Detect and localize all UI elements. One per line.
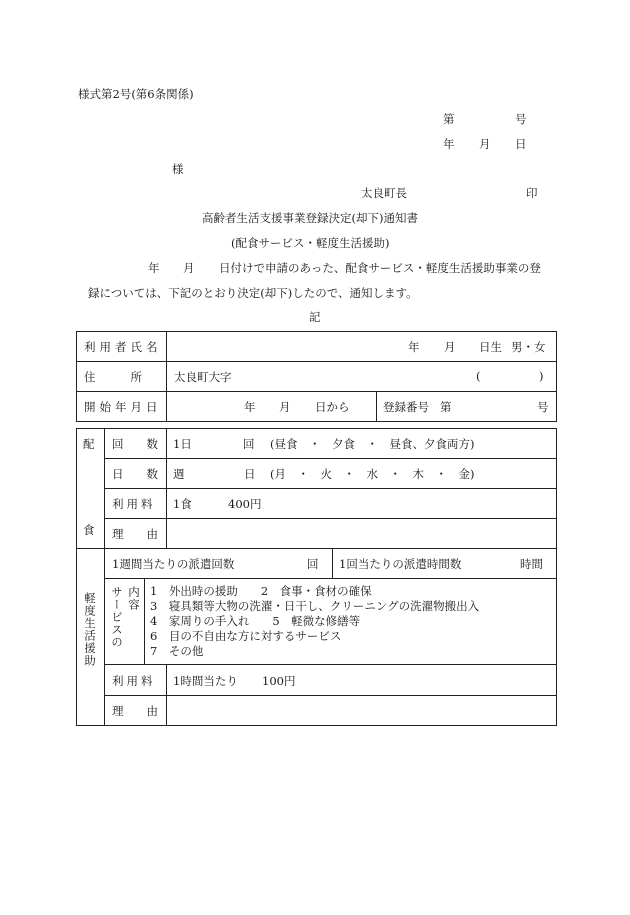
meal-section-label-top: 配 (83, 437, 95, 451)
issuer-name: 太良町長 (361, 186, 407, 200)
date-month: 月 (479, 137, 491, 151)
birth-day: 日生 (479, 340, 502, 354)
start-month: 月 (279, 400, 291, 414)
meal-section-label-bottom: 食 (83, 523, 95, 537)
registration-label: 登録番号 (383, 400, 429, 414)
start-date-label: 開始年月日 (84, 400, 162, 414)
date-day: 日 (515, 137, 527, 151)
meal-reason-label: 理 由 (112, 527, 158, 541)
meal-days-label: 日 数 (112, 467, 158, 481)
number-suffix: 号 (515, 112, 527, 126)
body-year: 年 (148, 261, 160, 275)
recipient-suffix: 様 (172, 162, 184, 176)
meal-count-options: (昼食 ・ 夕食 ・ 昼食、夕食両方) (270, 437, 475, 451)
seal-mark: 印 (526, 186, 538, 200)
meal-count-unit: 回 (243, 437, 255, 451)
service-item-5: 7 その他 (150, 644, 204, 658)
gender-options: 男・女 (511, 340, 546, 354)
meal-count-label: 回 数 (112, 437, 158, 451)
meal-count-prefix: 1日 (173, 437, 192, 451)
meal-days-unit: 日 (244, 467, 256, 481)
dispatch-hours-label: 1回当たりの派遣時間数 (339, 557, 462, 571)
address-paren-open: ( (476, 369, 481, 383)
service-item-2: 3 寝具類等大物の洗濯・日干し、クリーニングの洗濯物搬出入 (150, 599, 480, 613)
address-paren-close: ) (539, 369, 544, 383)
service-label-b: 内容 (127, 586, 141, 611)
body-line2: 録については、下記のとおり決定(却下)したので、通知します。 (88, 286, 418, 300)
registration-suffix: 号 (537, 400, 549, 414)
support-fee-value: 1時間当たり (173, 674, 238, 688)
body-line1: 日付けで申請のあった、配食サービス・軽度生活援助事業の登 (219, 261, 541, 275)
date-year: 年 (443, 137, 455, 151)
meal-days-options: (月 ・ 火 ・ 水 ・ 木 ・ 金) (270, 467, 475, 481)
support-reason-label: 理 由 (112, 704, 158, 718)
meal-fee-label: 利用料 (112, 497, 156, 511)
registration-prefix: 第 (440, 400, 452, 414)
birth-month: 月 (444, 340, 456, 354)
weekly-dispatch-label: 1週間当たりの派遣回数 (112, 557, 235, 571)
birth-year: 年 (408, 340, 420, 354)
dispatch-hours-unit: 時間 (520, 557, 543, 571)
meal-fee-amount: 400円 (228, 497, 262, 511)
support-fee-amount: 100円 (262, 674, 296, 688)
service-item-1: 1 外出時の援助 2 食事・食材の確保 (150, 584, 372, 598)
body-month: 月 (183, 261, 195, 275)
number-prefix: 第 (443, 112, 455, 126)
address-label: 住 所 (84, 370, 146, 384)
weekly-dispatch-unit: 回 (307, 557, 319, 571)
document-subtitle: (配食サービス・軽度生活援助) (231, 236, 390, 250)
meal-days-prefix: 週 (173, 467, 185, 481)
start-year: 年 (244, 400, 256, 414)
support-section-label: 軽度生活援助 (83, 592, 97, 667)
ki-heading: 記 (309, 310, 321, 324)
meal-fee-value: 1食 (173, 497, 192, 511)
document-title: 高齢者生活支援事業登録決定(却下)通知書 (202, 211, 418, 225)
start-day: 日から (315, 400, 350, 414)
service-item-4: 6 目の不自由な方に対するサービス (150, 629, 342, 643)
address-value: 太良町大字 (174, 370, 232, 384)
support-fee-label: 利用料 (112, 674, 156, 688)
service-item-3: 4 家周りの手入れ 5 軽微な修繕等 (150, 614, 361, 628)
name-label: 利用者氏名 (84, 340, 162, 354)
service-label-a: サービスの (110, 586, 124, 649)
form-label: 様式第2号(第6条関係) (78, 87, 194, 101)
